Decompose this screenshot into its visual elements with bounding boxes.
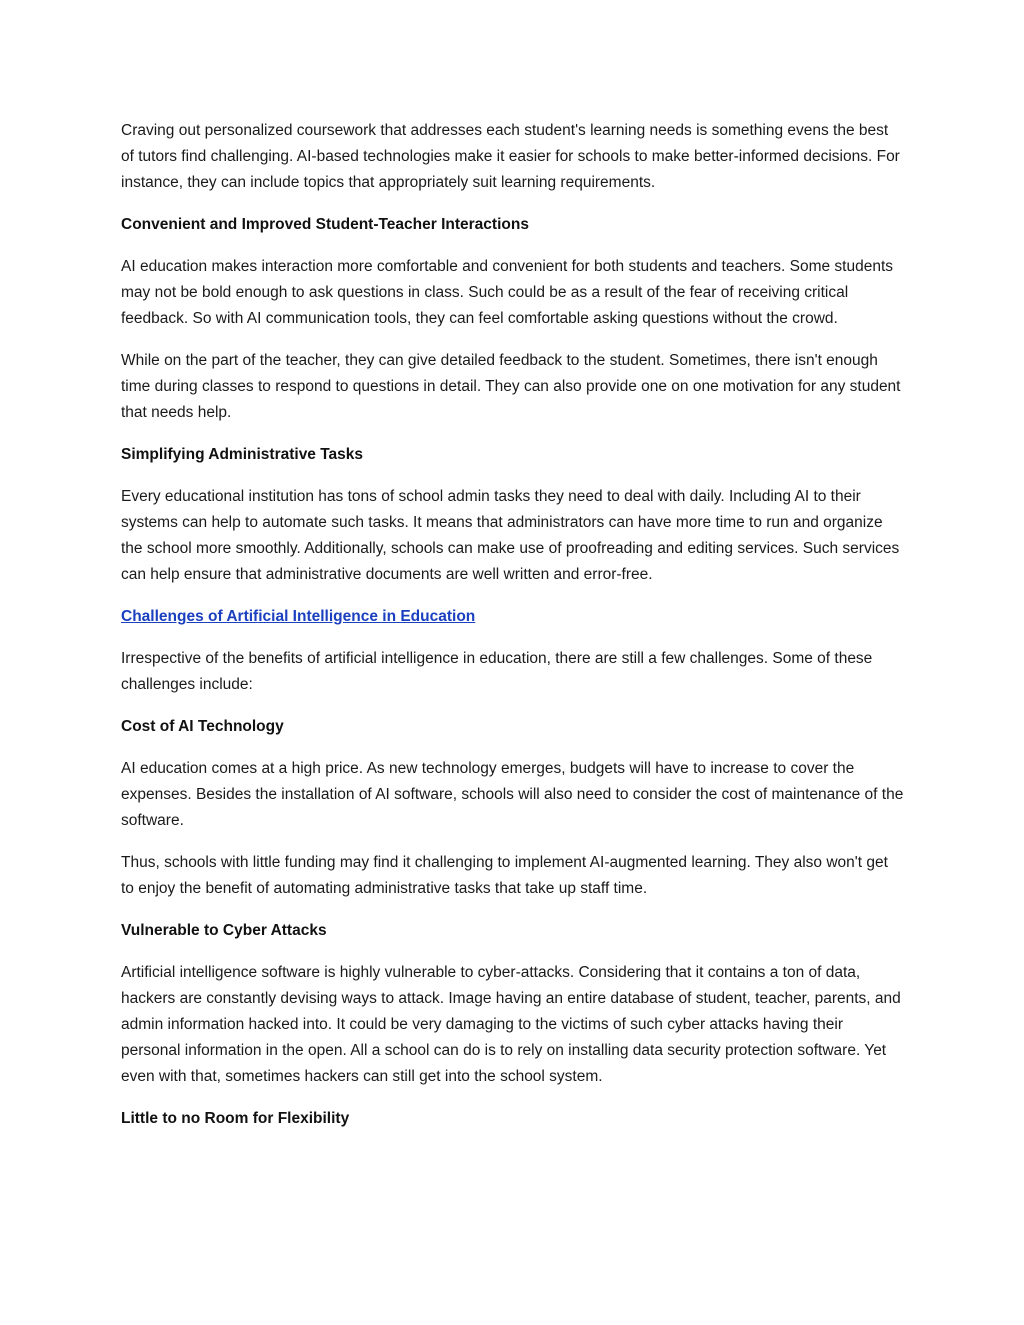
paragraph-high-price: AI education comes at a high price. As new technology emerges, budgets will have to increase to cover the expenses. Besides the installation of AI software, schools will also need to consider the cost of maintenance of the software. <box>121 760 904 829</box>
paragraph-little-funding: Thus, schools with little funding may find it challenging to implement AI-augmented learning. They also won't get to enjoy the benefit of automating administrative tasks that take up staff time. <box>121 854 888 897</box>
link-line <box>121 604 905 630</box>
document-body <box>121 118 905 1148</box>
link-challenges-ai-education[interactable]: Challenges of Artificial Intelligence in Education <box>121 608 476 625</box>
paragraph-teacher-feedback: While on the part of the teacher, they can give detailed feedback to the student. Sometimes, there isn't enough time during classes to respond to questions in detail. They can also provide one on one motivation for any student that needs help. <box>121 352 901 421</box>
paragraph-interaction-comfort: AI education makes interaction more comfortable and convenient for both students and teachers. Some students may not be bold enough to ask questions in class. Such could be as a result of the fear of receiving critical feedback. So with AI communication tools, they can feel comfortable asking questions without the crowd. <box>121 258 894 327</box>
heading-cost-ai-technology: Cost of AI Technology <box>121 718 284 735</box>
paragraph-admin-automation: Every educational institution has tons of school admin tasks they need to deal with daily. Including AI to their systems can help to automate such tasks. It means that administrators can have more time to run and organize the school more smoothly. Additionally, schools can make use of proofreading and editing services. Such services can help ensure that administrative documents are well written and error-free. <box>121 488 900 583</box>
paragraph-personalized-coursework: Craving out personalized coursework that addresses each student's learning needs is something evens the best of tutors find challenging. AI-based technologies make it easier for schools to make better-informed decisions. For instance, they can include topics that appropriately suit learning requirements. <box>121 122 900 191</box>
heading-cyber-attacks: Vulnerable to Cyber Attacks <box>121 922 327 939</box>
heading-student-teacher-interactions: Convenient and Improved Student-Teacher Interactions <box>121 216 529 233</box>
paragraph-challenges-intro: Irrespective of the benefits of artificial intelligence in education, there are still a few challenges. Some of these challenges include: <box>121 650 873 693</box>
heading-flexibility: Little to no Room for Flexibility <box>121 1110 350 1127</box>
paragraph-cyber-vulnerability: Artificial intelligence software is highly vulnerable to cyber-attacks. Considering that it contains a ton of data, hackers are constantly devising ways to attack. Image having an entire database of student, teacher, parents, and admin information hacked into. It could be very damaging to the victims of such cyber attacks having their personal information in the open. All a school can do is to rely on installing data security protection software. Yet even with that, sometimes hackers can still get into the school system. <box>121 964 901 1085</box>
heading-administrative-tasks: Simplifying Administrative Tasks <box>121 446 364 463</box>
